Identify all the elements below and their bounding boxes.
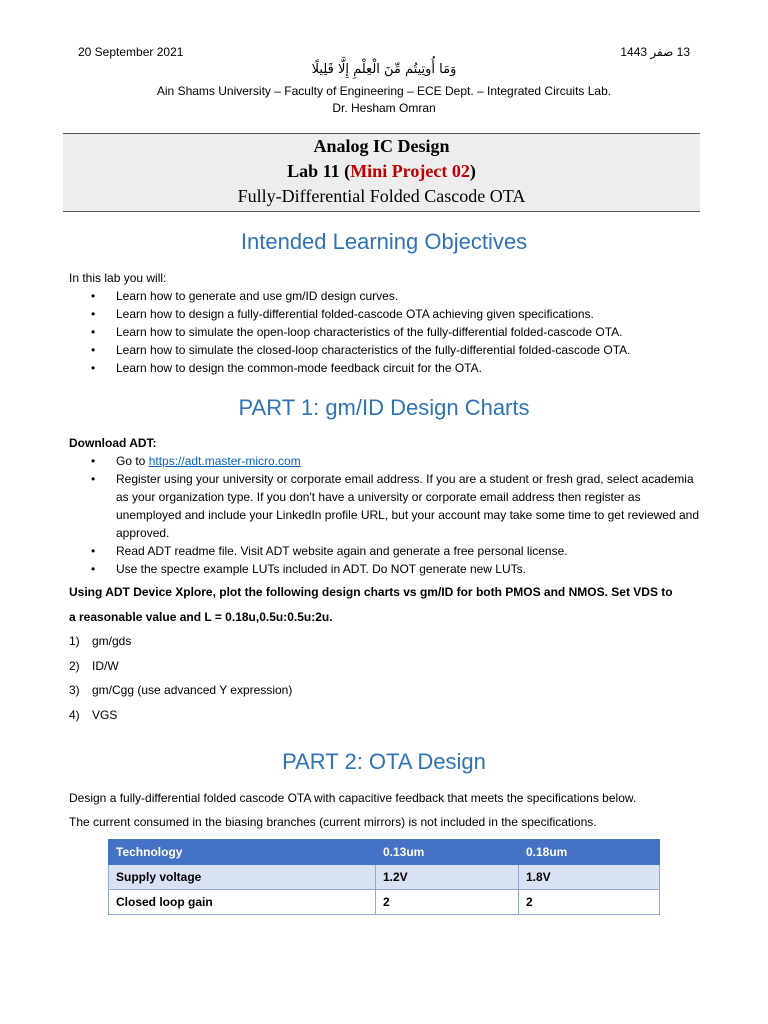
spec-table [108, 839, 660, 915]
instructor-name: Dr. Hesham Omran [332, 101, 436, 115]
date-gregorian: 20 September 2021 [78, 45, 184, 59]
list-item: • Learn how to design the common-mode feedback circuit for the OTA. [69, 359, 709, 377]
adt-link[interactable]: https://adt.master-micro.com [148, 454, 301, 468]
table-cell: Closed loop gain [109, 890, 376, 915]
part2-paragraph-2: The current consumed in the biasing branches (current mirrors) is not included in the specifications. [69, 815, 597, 829]
table-row [109, 890, 660, 915]
chart-label: VGS [92, 708, 118, 722]
chart-number: 4) [69, 708, 80, 722]
chart-label: gm/gds [92, 634, 132, 648]
chart-number: 3) [69, 683, 80, 697]
list-item: • Learn how to generate and use gm/ID design curves. [69, 287, 709, 305]
chart-label: ID/W [92, 659, 119, 673]
title-box [63, 133, 700, 212]
part2-paragraph-1: Design a fully-differential folded cascode OTA with capacitive feedback that meets the specifications below. [69, 791, 637, 805]
chart-item [69, 708, 118, 722]
part1-heading: PART 1: gm/ID Design Charts [238, 395, 530, 420]
date-hijri: 13 صفر 1443 [620, 45, 690, 59]
part2-heading: PART 2: OTA Design [282, 749, 486, 774]
quran-verse: وَمَا أُوتِيتُم مِّنَ الْعِلْمِ إِلَّا قَلِيلًا [311, 62, 457, 77]
table-header-row [109, 840, 660, 865]
lab-title [63, 161, 700, 182]
chart-label: gm/Cgg (use advanced Y expression) [92, 683, 293, 697]
chart-item [69, 683, 293, 697]
instruction-line-1: Using ADT Device Xplore, plot the following design charts vs gm/ID for both PMOS and NMOS. Set VDS to [69, 585, 673, 599]
table-row [109, 865, 660, 890]
download-label: Download ADT: [69, 436, 157, 450]
chart-item [69, 659, 119, 673]
list-item: • Use the spectre example LUTs included in ADT. Do NOT generate new LUTs. [69, 560, 709, 578]
objectives-intro: In this lab you will: [69, 271, 167, 285]
objectives-heading: Intended Learning Objectives [240, 229, 528, 254]
table-header-cell: Technology [109, 840, 376, 865]
download-steps [69, 452, 709, 578]
list-item [69, 452, 709, 470]
list-item: • Learn how to simulate the closed-loop characteristics of the fully-differential folded-cascode OTA. [69, 341, 709, 359]
table-header-cell: 0.18um [519, 840, 660, 865]
list-item: • Learn how to simulate the open-loop characteristics of the fully-differential folded-cascode OTA. [69, 323, 709, 341]
list-item: • Read ADT readme file. Visit ADT website again and generate a free personal license. [69, 542, 709, 560]
table-header-cell: 0.13um [376, 840, 519, 865]
table-cell: 1.2V [376, 865, 519, 890]
chart-number: 1) [69, 634, 80, 648]
table-cell: Supply voltage [109, 865, 376, 890]
table-cell: 2 [376, 890, 519, 915]
table-cell: 1.8V [519, 865, 660, 890]
chart-item [69, 634, 132, 648]
course-title: Analog IC Design [313, 136, 450, 156]
instruction-line-2: a reasonable value and L = 0.18u,0.5u:0.5u:2u. [69, 610, 333, 624]
lab-title-highlight: Mini Project 02 [350, 161, 470, 181]
list-item: • Learn how to design a fully-differential folded-cascode OTA achieving given specifications. [69, 305, 709, 323]
university-line: Ain Shams University – Faculty of Engineering – ECE Dept. – Integrated Circuits Lab. [156, 84, 612, 98]
lab-title-prefix: Lab 11 ( [287, 161, 351, 181]
goto-prefix: Go to [116, 454, 149, 468]
objectives-list [69, 287, 709, 377]
lab-subtitle: Fully-Differential Folded Cascode OTA [237, 186, 526, 206]
table-cell: 2 [519, 890, 660, 915]
list-item: • Register using your university or corporate email address. If you are a student or fresh grad, select academia as your organization type. If you don't have a university or corporate email address then register as unemployed and include your LinkedIn profile URL, but your account may take some time to get reviewed and approved. [69, 470, 709, 542]
lab-title-suffix: ) [469, 161, 476, 181]
chart-number: 2) [69, 659, 80, 673]
